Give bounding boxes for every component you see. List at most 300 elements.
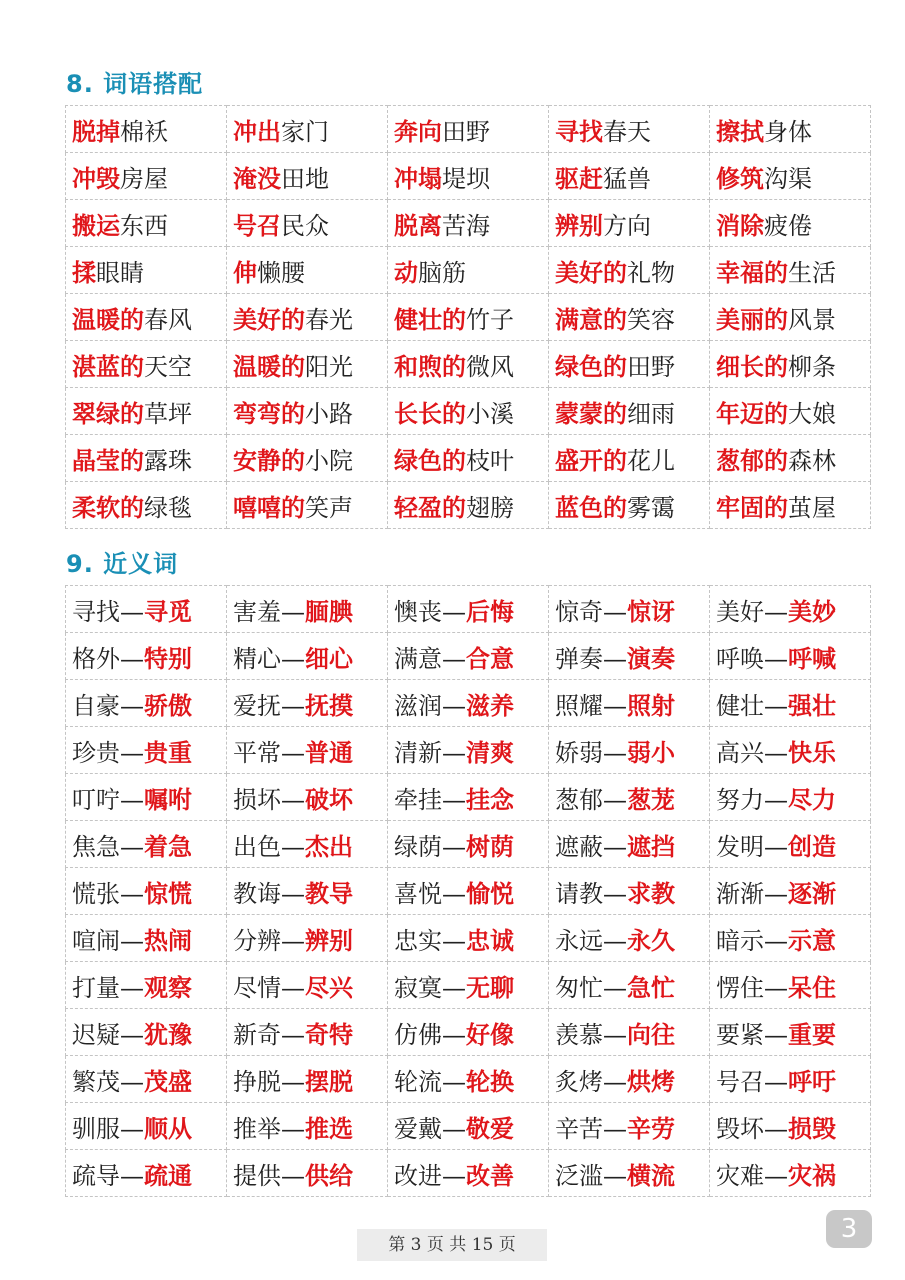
- word: 疏导: [72, 1161, 120, 1190]
- synonym: 奇特: [305, 1019, 353, 1049]
- word: 弹奏: [555, 644, 603, 673]
- synonym: 愉悦: [466, 878, 514, 908]
- page-footer: 第 3 页 共 15 页: [357, 1229, 547, 1261]
- table-row: [66, 821, 871, 868]
- synonym: 快乐: [788, 737, 836, 767]
- table-row: [66, 294, 871, 341]
- word: 轮流: [394, 1067, 442, 1096]
- word-cell: [66, 962, 227, 1009]
- word: 寂寞: [394, 973, 442, 1002]
- word-cell: [66, 1056, 227, 1103]
- word-cell: [66, 915, 227, 962]
- word-cell: [66, 200, 227, 247]
- word-cell: [227, 247, 388, 294]
- word-cell: [549, 1150, 710, 1197]
- word-cell: [710, 962, 871, 1009]
- table-row: [66, 200, 871, 247]
- word-cell: [710, 821, 871, 868]
- object-noun: 森林: [788, 446, 836, 475]
- object-noun: 绿毯: [144, 493, 192, 522]
- dash: —: [764, 879, 788, 908]
- word: 爱戴: [394, 1114, 442, 1143]
- verb-or-modifier: 细长的: [716, 351, 788, 381]
- word-cell: [227, 915, 388, 962]
- object-noun: 春风: [144, 305, 192, 334]
- synonym: 向往: [627, 1019, 675, 1049]
- synonym: 永久: [627, 925, 675, 955]
- word: 改进: [394, 1161, 442, 1190]
- word-cell: [549, 868, 710, 915]
- dash: —: [281, 832, 305, 861]
- object-noun: 生活: [788, 258, 836, 287]
- verb-or-modifier: 奔向: [394, 116, 442, 146]
- dash: —: [442, 1161, 466, 1190]
- word: 驯服: [72, 1114, 120, 1143]
- dash: —: [603, 879, 627, 908]
- word-cell: [227, 106, 388, 153]
- word-cell: [549, 106, 710, 153]
- synonym: 特别: [144, 643, 192, 673]
- object-noun: 田地: [281, 164, 329, 193]
- table-row: [66, 586, 871, 633]
- word-cell: [388, 586, 549, 633]
- word-cell: [388, 153, 549, 200]
- verb-or-modifier: 轻盈的: [394, 492, 466, 522]
- word: 害羞: [233, 597, 281, 626]
- word-cell: [549, 774, 710, 821]
- word: 娇弱: [555, 738, 603, 767]
- dash: —: [764, 785, 788, 814]
- verb-or-modifier: 健壮的: [394, 304, 466, 334]
- synonym: 辛劳: [627, 1113, 675, 1143]
- word-cell: [227, 153, 388, 200]
- verb-or-modifier: 美丽的: [716, 304, 788, 334]
- word-cell: [388, 680, 549, 727]
- word-cell: [227, 680, 388, 727]
- word: 辛苦: [555, 1114, 603, 1143]
- dash: —: [603, 738, 627, 767]
- synonym: 茂盛: [144, 1066, 192, 1096]
- table-row: [66, 727, 871, 774]
- object-noun: 身体: [764, 117, 812, 146]
- word: 平常: [233, 738, 281, 767]
- verb-or-modifier: 冲塌: [394, 163, 442, 193]
- dash: —: [120, 1114, 144, 1143]
- word: 仿佛: [394, 1020, 442, 1049]
- synonym: 疏通: [144, 1160, 192, 1190]
- synonym: 创造: [788, 831, 836, 861]
- word-cell: [388, 482, 549, 529]
- object-noun: 春光: [305, 305, 353, 334]
- dash: —: [603, 1067, 627, 1096]
- word-cell: [66, 153, 227, 200]
- word: 发明: [716, 832, 764, 861]
- word-cell: [227, 633, 388, 680]
- word-cell: [549, 1009, 710, 1056]
- synonym: 轮换: [466, 1066, 514, 1096]
- word-cell: [66, 482, 227, 529]
- dash: —: [442, 738, 466, 767]
- word-cell: [549, 586, 710, 633]
- verb-or-modifier: 绿色的: [555, 351, 627, 381]
- synonym: 滋养: [466, 690, 514, 720]
- verb-or-modifier: 弯弯的: [233, 398, 305, 428]
- word: 美好: [716, 597, 764, 626]
- word: 惊奇: [555, 597, 603, 626]
- word: 提供: [233, 1161, 281, 1190]
- word: 寻找: [72, 597, 120, 626]
- word-cell: [710, 1150, 871, 1197]
- object-noun: 风景: [788, 305, 836, 334]
- object-noun: 小路: [305, 399, 353, 428]
- object-noun: 民众: [281, 211, 329, 240]
- dash: —: [603, 1161, 627, 1190]
- synonym: 惊慌: [144, 878, 192, 908]
- word: 喧闹: [72, 926, 120, 955]
- synonym: 清爽: [466, 737, 514, 767]
- dash: —: [281, 1161, 305, 1190]
- synonym: 辨别: [305, 925, 353, 955]
- verb-or-modifier: 擦拭: [716, 116, 764, 146]
- object-noun: 阳光: [305, 352, 353, 381]
- word-cell: [66, 1150, 227, 1197]
- word: 高兴: [716, 738, 764, 767]
- verb-or-modifier: 满意的: [555, 304, 627, 334]
- table-row: [66, 868, 871, 915]
- dash: —: [120, 1020, 144, 1049]
- word-cell: [710, 868, 871, 915]
- dash: —: [764, 1114, 788, 1143]
- synonym: 惊讶: [627, 596, 675, 626]
- word: 迟疑: [72, 1020, 120, 1049]
- dash: —: [603, 644, 627, 673]
- verb-or-modifier: 脱掉: [72, 116, 120, 146]
- word: 懊丧: [394, 597, 442, 626]
- verb-or-modifier: 长长的: [394, 398, 466, 428]
- word: 喜悦: [394, 879, 442, 908]
- word-cell: [66, 106, 227, 153]
- word-cell: [388, 200, 549, 247]
- word-cell: [549, 247, 710, 294]
- dash: —: [442, 597, 466, 626]
- word-cell: [549, 633, 710, 680]
- dash: —: [281, 1067, 305, 1096]
- word-cell: [388, 341, 549, 388]
- word: 羡慕: [555, 1020, 603, 1049]
- word-cell: [388, 1056, 549, 1103]
- verb-or-modifier: 冲出: [233, 116, 281, 146]
- table-row: [66, 1009, 871, 1056]
- word-cell: [549, 727, 710, 774]
- verb-or-modifier: 和煦的: [394, 351, 466, 381]
- word-cell: [66, 868, 227, 915]
- word: 挣脱: [233, 1067, 281, 1096]
- dash: —: [764, 973, 788, 1002]
- word-cell: [227, 1056, 388, 1103]
- verb-or-modifier: 淹没: [233, 163, 281, 193]
- object-noun: 柳条: [788, 352, 836, 381]
- object-noun: 房屋: [120, 164, 168, 193]
- word-cell: [388, 388, 549, 435]
- word: 葱郁: [555, 785, 603, 814]
- word-cell: [710, 200, 871, 247]
- table-row: [66, 1150, 871, 1197]
- object-noun: 小溪: [466, 399, 514, 428]
- word-cell: [549, 680, 710, 727]
- verb-or-modifier: 修筑: [716, 163, 764, 193]
- synonym: 挂念: [466, 784, 514, 814]
- word: 爱抚: [233, 691, 281, 720]
- synonym: 树荫: [466, 831, 514, 861]
- synonym: 遮挡: [627, 831, 675, 861]
- object-noun: 大娘: [788, 399, 836, 428]
- word: 推举: [233, 1114, 281, 1143]
- dash: —: [281, 879, 305, 908]
- object-noun: 花儿: [627, 446, 675, 475]
- dash: —: [281, 973, 305, 1002]
- word: 炙烤: [555, 1067, 603, 1096]
- synonym: 美妙: [788, 596, 836, 626]
- synonym: 细心: [305, 643, 353, 673]
- dash: —: [120, 738, 144, 767]
- word: 慌张: [72, 879, 120, 908]
- object-noun: 疲倦: [764, 211, 812, 240]
- synonym: 改善: [466, 1160, 514, 1190]
- word-cell: [66, 586, 227, 633]
- word: 新奇: [233, 1020, 281, 1049]
- word-cell: [710, 247, 871, 294]
- dash: —: [764, 644, 788, 673]
- word: 格外: [72, 644, 120, 673]
- object-noun: 东西: [120, 211, 168, 240]
- word: 繁茂: [72, 1067, 120, 1096]
- synonym: 嘱咐: [144, 784, 192, 814]
- dash: —: [603, 1114, 627, 1143]
- word-cell: [388, 774, 549, 821]
- word: 叮咛: [72, 785, 120, 814]
- synonym: 腼腆: [305, 596, 353, 626]
- verb-or-modifier: 幸福的: [716, 257, 788, 287]
- table-row: [66, 435, 871, 482]
- table-row: [66, 1056, 871, 1103]
- verb-or-modifier: 伸: [233, 257, 257, 287]
- word-cell: [66, 435, 227, 482]
- word-cell: [227, 388, 388, 435]
- table-row: [66, 106, 871, 153]
- word-cell: [66, 821, 227, 868]
- verb-or-modifier: 美好的: [233, 304, 305, 334]
- word-cell: [388, 247, 549, 294]
- synonym: 无聊: [466, 972, 514, 1002]
- dash: —: [764, 597, 788, 626]
- synonym: 呼喊: [788, 643, 836, 673]
- dash: —: [603, 785, 627, 814]
- dash: —: [281, 926, 305, 955]
- synonym: 重要: [788, 1019, 836, 1049]
- word-cell: [549, 153, 710, 200]
- word: 尽情: [233, 973, 281, 1002]
- synonym: 寻觅: [144, 596, 192, 626]
- verb-or-modifier: 美好的: [555, 257, 627, 287]
- word-cell: [227, 482, 388, 529]
- dash: —: [281, 738, 305, 767]
- object-noun: 田野: [627, 352, 675, 381]
- word-cell: [710, 388, 871, 435]
- word-cell: [66, 1009, 227, 1056]
- dash: —: [281, 597, 305, 626]
- word-cell: [227, 1150, 388, 1197]
- object-noun: 竹子: [466, 305, 514, 334]
- table-row: [66, 680, 871, 727]
- synonym: 推选: [305, 1113, 353, 1143]
- word-cell: [710, 1103, 871, 1150]
- synonym: 呼吁: [788, 1066, 836, 1096]
- dash: —: [120, 644, 144, 673]
- word: 泛滥: [555, 1161, 603, 1190]
- word-cell: [227, 774, 388, 821]
- word: 呼唤: [716, 644, 764, 673]
- synonym: 抚摸: [305, 690, 353, 720]
- synonym: 尽兴: [305, 972, 353, 1002]
- table-row: [66, 341, 871, 388]
- synonym: 敬爱: [466, 1113, 514, 1143]
- synonym: 好像: [466, 1019, 514, 1049]
- word-cell: [549, 1103, 710, 1150]
- page-number-badge: 3: [826, 1210, 872, 1248]
- word-cell: [710, 1056, 871, 1103]
- synonym: 呆住: [788, 972, 836, 1002]
- collocation-table: [65, 105, 871, 529]
- verb-or-modifier: 脱离: [394, 210, 442, 240]
- verb-or-modifier: 消除: [716, 210, 764, 240]
- verb-or-modifier: 安静的: [233, 445, 305, 475]
- dash: —: [442, 879, 466, 908]
- word-cell: [710, 633, 871, 680]
- word-cell: [710, 294, 871, 341]
- word-cell: [710, 482, 871, 529]
- dash: —: [764, 1020, 788, 1049]
- word: 牵挂: [394, 785, 442, 814]
- object-noun: 棉袄: [120, 117, 168, 146]
- word-cell: [227, 586, 388, 633]
- word-cell: [549, 294, 710, 341]
- word-cell: [549, 341, 710, 388]
- object-noun: 翅膀: [466, 493, 514, 522]
- dash: —: [764, 926, 788, 955]
- synonym: 弱小: [627, 737, 675, 767]
- synonym: 演奏: [627, 643, 675, 673]
- word-cell: [388, 1103, 549, 1150]
- word-cell: [227, 294, 388, 341]
- synonym-table: [65, 585, 871, 1197]
- object-noun: 细雨: [627, 399, 675, 428]
- word-cell: [549, 821, 710, 868]
- word-cell: [549, 482, 710, 529]
- dash: —: [442, 926, 466, 955]
- synonym: 骄傲: [144, 690, 192, 720]
- word: 打量: [72, 973, 120, 1002]
- dash: —: [603, 1020, 627, 1049]
- verb-or-modifier: 驱赶: [555, 163, 603, 193]
- table-row: [66, 153, 871, 200]
- dash: —: [281, 691, 305, 720]
- object-noun: 田野: [442, 117, 490, 146]
- verb-or-modifier: 盛开的: [555, 445, 627, 475]
- word-cell: [388, 962, 549, 1009]
- word-cell: [66, 247, 227, 294]
- dash: —: [281, 785, 305, 814]
- object-noun: 微风: [466, 352, 514, 381]
- dash: —: [442, 1067, 466, 1096]
- word: 滋润: [394, 691, 442, 720]
- verb-or-modifier: 牢固的: [716, 492, 788, 522]
- word: 暗示: [716, 926, 764, 955]
- word-cell: [549, 915, 710, 962]
- word: 号召: [716, 1067, 764, 1096]
- dash: —: [764, 1161, 788, 1190]
- table-row: [66, 915, 871, 962]
- dash: —: [442, 691, 466, 720]
- object-noun: 猛兽: [603, 164, 651, 193]
- word: 遮蔽: [555, 832, 603, 861]
- object-noun: 方向: [603, 211, 651, 240]
- dash: —: [120, 973, 144, 1002]
- dash: —: [120, 879, 144, 908]
- verb-or-modifier: 辨别: [555, 210, 603, 240]
- word-cell: [388, 868, 549, 915]
- synonym: 示意: [788, 925, 836, 955]
- object-noun: 天空: [144, 352, 192, 381]
- dash: —: [603, 691, 627, 720]
- object-noun: 雾霭: [627, 493, 675, 522]
- dash: —: [603, 832, 627, 861]
- verb-or-modifier: 年迈的: [716, 398, 788, 428]
- word-cell: [710, 153, 871, 200]
- dash: —: [603, 926, 627, 955]
- word: 绿荫: [394, 832, 442, 861]
- word-cell: [227, 341, 388, 388]
- word: 自豪: [72, 691, 120, 720]
- object-noun: 礼物: [627, 258, 675, 287]
- object-noun: 脑筋: [418, 258, 466, 287]
- object-noun: 苦海: [442, 211, 490, 240]
- dash: —: [764, 691, 788, 720]
- synonym: 强壮: [788, 690, 836, 720]
- word: 照耀: [555, 691, 603, 720]
- object-noun: 沟渠: [764, 164, 812, 193]
- object-noun: 家门: [281, 117, 329, 146]
- dash: —: [442, 785, 466, 814]
- word-cell: [710, 106, 871, 153]
- table-row: [66, 482, 871, 529]
- word-cell: [710, 727, 871, 774]
- word: 忠实: [394, 926, 442, 955]
- word: 毁坏: [716, 1114, 764, 1143]
- section-8-title: 8. 词语搭配: [66, 70, 204, 98]
- word: 要紧: [716, 1020, 764, 1049]
- object-noun: 草坪: [144, 399, 192, 428]
- dash: —: [442, 973, 466, 1002]
- word-cell: [227, 821, 388, 868]
- verb-or-modifier: 绿色的: [394, 445, 466, 475]
- synonym: 普通: [305, 737, 353, 767]
- synonym: 贵重: [144, 737, 192, 767]
- word: 努力: [716, 785, 764, 814]
- synonym: 后悔: [466, 596, 514, 626]
- word-cell: [66, 1103, 227, 1150]
- word: 愣住: [716, 973, 764, 1002]
- verb-or-modifier: 温暖的: [72, 304, 144, 334]
